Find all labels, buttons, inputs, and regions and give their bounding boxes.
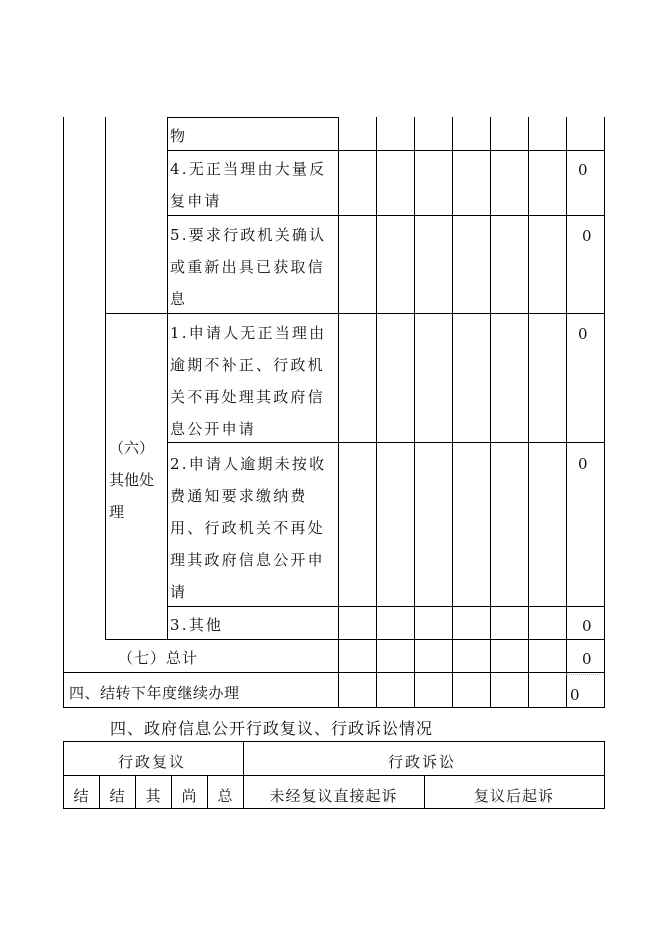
litigation-subhead: 未经复议直接起诉 [269, 787, 398, 805]
row-value: 0 [582, 227, 592, 245]
row-label-line: 逾期不补正、行政机 [170, 356, 325, 374]
table-divider [414, 117, 415, 708]
table-divider [376, 117, 377, 708]
row-label-line: 用、行政机关不再处 [170, 519, 325, 537]
table-rule [167, 117, 338, 118]
table-row [170, 219, 336, 315]
wavy-mark [566, 668, 600, 675]
row-value: 0 [582, 617, 592, 635]
table-border-right [604, 741, 605, 809]
table-rule [63, 775, 604, 776]
row-value: 0 [578, 455, 588, 473]
row-value: 0 [578, 325, 588, 343]
row-label-line: 理其政府信息公开申 [170, 551, 325, 569]
table-row [170, 120, 336, 152]
table-divider [490, 117, 491, 708]
section-title: 四、政府信息公开行政复议、行政诉讼情况 [110, 719, 434, 738]
row-label-line: 5.要求行政机关确认 [170, 226, 327, 244]
row-label-line: 2.申请人逾期未按收 [170, 455, 327, 473]
row-label-line: 息 [170, 290, 188, 308]
review-subhead: 总 [217, 787, 233, 805]
table-row [170, 317, 336, 445]
carry-over-value: 0 [570, 686, 580, 704]
review-subhead: 结 [73, 787, 89, 805]
row-label-line: 复申请 [170, 192, 222, 210]
row-label-line: 4.无正当理由大量反 [170, 160, 327, 178]
table-divider [338, 117, 339, 708]
total-label: （七）总计 [118, 649, 199, 667]
row-label-line: 或重新出具已获取信 [170, 258, 325, 276]
row-label-line: 息公开申请 [170, 420, 257, 438]
row-label-line: 3.其他 [170, 616, 224, 634]
table-row [170, 609, 336, 641]
table-row [170, 153, 336, 217]
group-six-label: （六） 其他处 理 [109, 439, 155, 521]
table-border-left [63, 117, 64, 708]
row-label-line: 1.申请人无正当理由 [170, 324, 327, 342]
row-label-line: 请 [170, 583, 188, 601]
review-subhead: 尚 [181, 787, 197, 805]
row-label-line: 费通知要求缴纳费 [170, 487, 308, 505]
table-divider [566, 117, 567, 708]
row-label-line: 物 [170, 127, 188, 145]
table-divider [452, 117, 453, 708]
table-divider [167, 117, 168, 639]
total-value: 0 [582, 650, 592, 668]
row-value: 0 [578, 161, 588, 179]
admin-review-header: 行政复议 [118, 753, 187, 771]
carry-over-label: 四、结转下年度继续办理 [69, 684, 240, 702]
litigation-subhead: 复议后起诉 [473, 787, 554, 805]
table-border-right [604, 117, 605, 708]
row-label-line: 关不再处理其政府信 [170, 388, 325, 406]
review-subhead: 其 [145, 787, 161, 805]
table-divider [528, 117, 529, 708]
table-rule [63, 808, 604, 809]
table-divider [105, 117, 106, 639]
admin-litigation-header: 行政诉讼 [388, 753, 457, 771]
review-subhead: 结 [109, 787, 125, 805]
table-rule [63, 741, 604, 742]
table-row [170, 448, 336, 608]
